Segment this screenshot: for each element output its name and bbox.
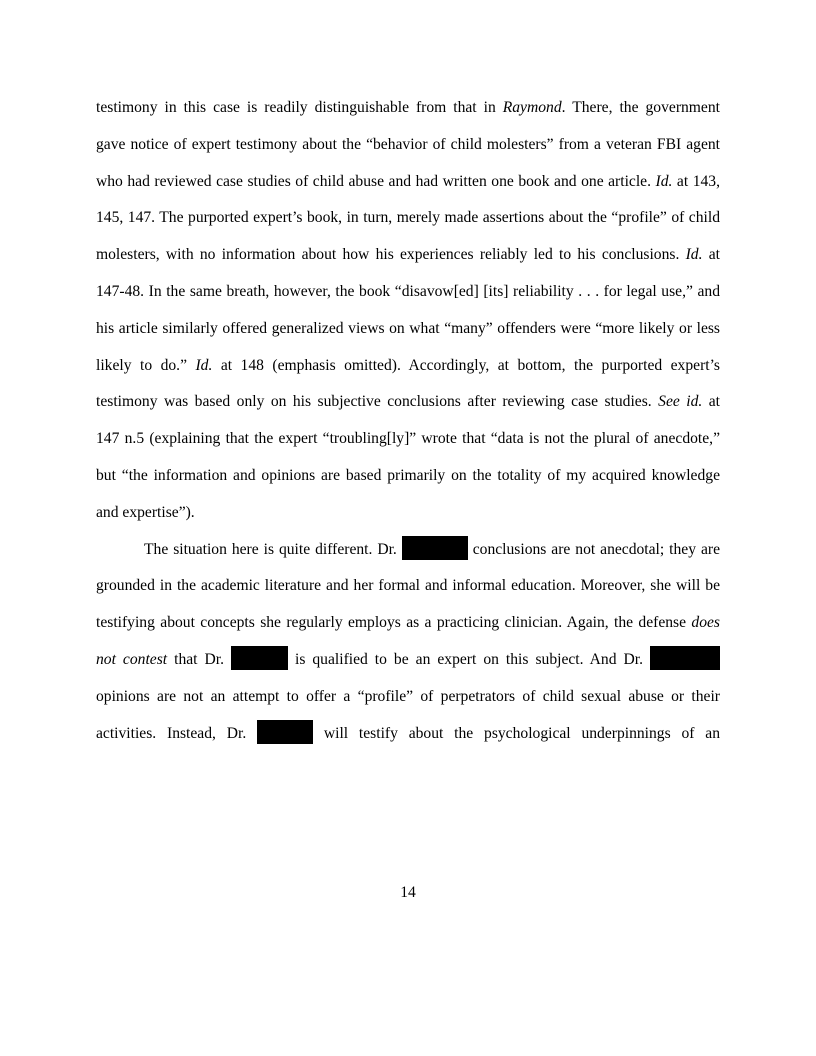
redaction-box — [650, 646, 720, 670]
redaction-box — [257, 720, 313, 744]
text-line-3: who had reviewed case studies of child abuse and had written one book and one article. Id. at 143, — [96, 172, 720, 190]
text-line-18: activities. Instead, Dr. will testify about the psychological underpinnings of an — [96, 716, 720, 753]
text-line-14: grounded in the academic literature and her formal and informal education. Moreover, she will be — [96, 577, 720, 595]
text-line-10: 147 n.5 (explaining that the expert “troubling[ly]” wrote that “data is not the plural of anecdote,” — [96, 430, 720, 448]
page-number: 14 — [400, 884, 416, 901]
text-line-6: 147-48. In the same breath, however, the book “disavow[ed] [its] reliability . . . for legal use,” and — [96, 282, 720, 300]
text-line-16: not contest that Dr. is qualified to be an expert on this subject. And Dr. — [96, 642, 720, 679]
text-line-11: but “the information and opinions are based primarily on the totality of my acquired knowledge — [96, 466, 720, 484]
text-line-4: 145, 147. The purported expert’s book, in turn, merely made assertions about the “profile” of child — [96, 209, 720, 227]
text-line-12: and expertise”). — [96, 503, 195, 521]
text-line-8: likely to do.” Id. at 148 (emphasis omitted). Accordingly, at bottom, the purported expert’s — [96, 356, 720, 374]
text-line-13: The situation here is quite different. Dr. conclusions are not anecdotal; they are — [96, 532, 720, 569]
text-line-7: his article similarly offered generalized views on what “many” offenders were “more likely or less — [96, 319, 720, 337]
text-line-9: testimony was based only on his subjective conclusions after reviewing case studies. See id. at — [96, 393, 720, 411]
text-line-17: opinions are not an attempt to offer a “profile” of perpetrators of child sexual abuse or their — [96, 687, 720, 705]
text-line-15: testifying about concepts she regularly employs as a practicing clinician. Again, the defense does — [96, 614, 720, 632]
text-line-2: gave notice of expert testimony about the “behavior of child molesters” from a veteran FBI agent — [96, 135, 720, 153]
text-line-1: testimony in this case is readily distinguishable from that in Raymond. There, the government — [96, 99, 720, 116]
redaction-box — [402, 536, 468, 560]
document-body — [96, 90, 720, 752]
text-line-5: molesters, with no information about how his experiences reliably led to his conclusions. Id. at — [96, 246, 720, 264]
redaction-box — [231, 646, 288, 670]
